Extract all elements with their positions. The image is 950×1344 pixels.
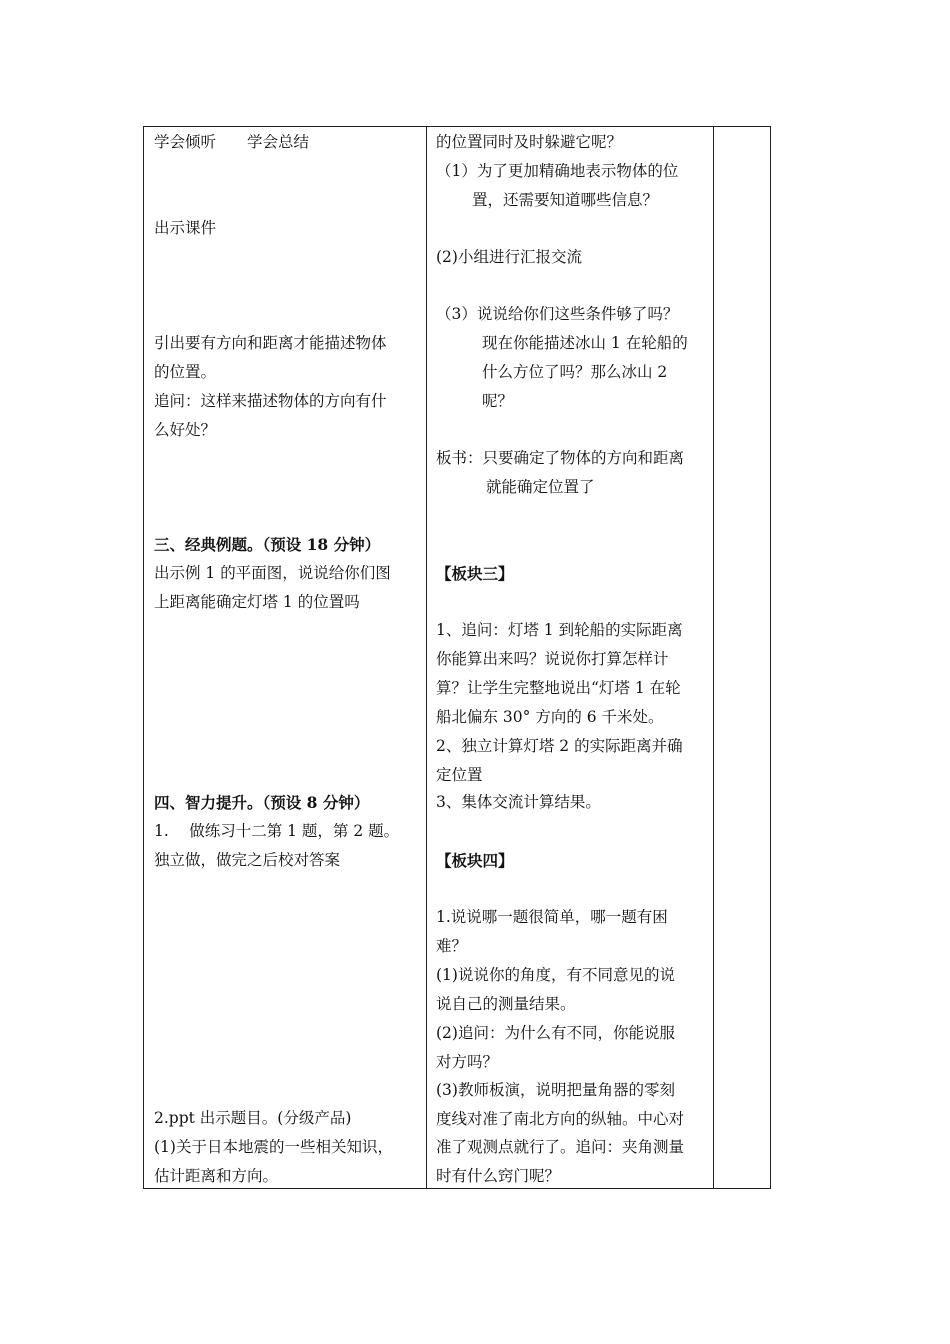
text-line: 算？让学生完整地说出“灯塔 1 在轮 xyxy=(436,679,681,697)
text-line: 2、独立计算灯塔 2 的实际距离并确 xyxy=(436,737,683,755)
text-line: 说自己的测量结果。 xyxy=(436,995,576,1013)
text-line: 难？ xyxy=(436,937,468,955)
text-line: 1.说说哪一题很简单，哪一题有困 xyxy=(436,908,668,926)
text-line: 估计距离和方向。 xyxy=(154,1167,279,1185)
text-line: 的位置同时及时躲避它呢？ xyxy=(436,133,623,151)
text-line: 度线对准了南北方向的纵轴。中心对 xyxy=(436,1110,685,1128)
text-line: 船北偏东 30° 方向的 6 千米处。 xyxy=(436,708,664,726)
text-line: 1、追问：灯塔 1 到轮船的实际距离 xyxy=(436,621,683,639)
text-line: 独立做，做完之后校对答案 xyxy=(154,851,341,869)
column-divider xyxy=(426,127,427,1188)
text-line: 学会倾听 学会总结 xyxy=(154,133,310,151)
lesson-plan-table xyxy=(143,126,771,1189)
text-line: 就能确定位置了 xyxy=(486,478,595,496)
text-line: 的位置。 xyxy=(154,363,217,381)
text-line: 追问：这样来描述物体的方向有什 xyxy=(154,392,387,410)
text-line: 时有什么窍门呢？ xyxy=(436,1167,561,1185)
text-line: 你能算出来吗？说说你打算怎样计 xyxy=(436,650,669,668)
section-heading: 【板块四】 xyxy=(436,851,514,870)
text-line: 对方吗？ xyxy=(436,1053,499,1071)
student-activity-cell xyxy=(436,127,708,1188)
text-line: (2)小组进行汇报交流 xyxy=(436,248,582,266)
text-line: 置，还需要知道哪些信息？ xyxy=(472,191,659,209)
text-line: 3、集体交流计算结果。 xyxy=(436,793,601,811)
text-line: （3）说说给你们这些条件够了吗？ xyxy=(436,305,679,323)
text-line: （1）为了更加精确地表示物体的位 xyxy=(436,162,679,180)
text-line: 呢？ xyxy=(482,392,514,410)
text-line: 现在你能描述冰山 1 在轮船的 xyxy=(482,334,688,352)
text-line: 板书：只要确定了物体的方向和距离 xyxy=(436,449,685,467)
notes-cell xyxy=(714,127,770,1188)
text-line: 么好处？ xyxy=(154,421,217,439)
text-line: 1. 做练习十二第 1 题，第 2 题。 xyxy=(154,822,400,840)
text-line: (2)追问：为什么有不同，你能说服 xyxy=(436,1024,675,1042)
text-line: 准了观测点就行了。追问：夹角测量 xyxy=(436,1138,685,1156)
text-line: 上距离能确定灯塔 1 的位置吗 xyxy=(154,593,360,611)
section-heading: 【板块三】 xyxy=(436,564,514,583)
section-heading: 四、智力提升。（预设 8 分钟） xyxy=(154,793,370,812)
text-line: 什么方位了吗？那么冰山 2 xyxy=(482,363,668,381)
text-line: (1)关于日本地震的一些相关知识， xyxy=(154,1138,393,1156)
text-line: 2.ppt 出示题目。(分级产品) xyxy=(154,1109,352,1127)
text-line: 出示课件 xyxy=(154,219,217,237)
text-line: 出示例 1 的平面图，说说给你们图 xyxy=(154,564,391,582)
text-line: 定位置 xyxy=(436,766,483,784)
section-heading: 三、经典例题。（预设 18 分钟） xyxy=(154,535,381,554)
text-line: (1)说说你的角度，有不同意见的说 xyxy=(436,966,675,984)
text-line: 引出要有方向和距离才能描述物体 xyxy=(154,334,387,352)
text-line: (3)教师板演，说明把量角器的零刻 xyxy=(436,1081,675,1099)
teacher-activity-cell xyxy=(154,127,416,1188)
